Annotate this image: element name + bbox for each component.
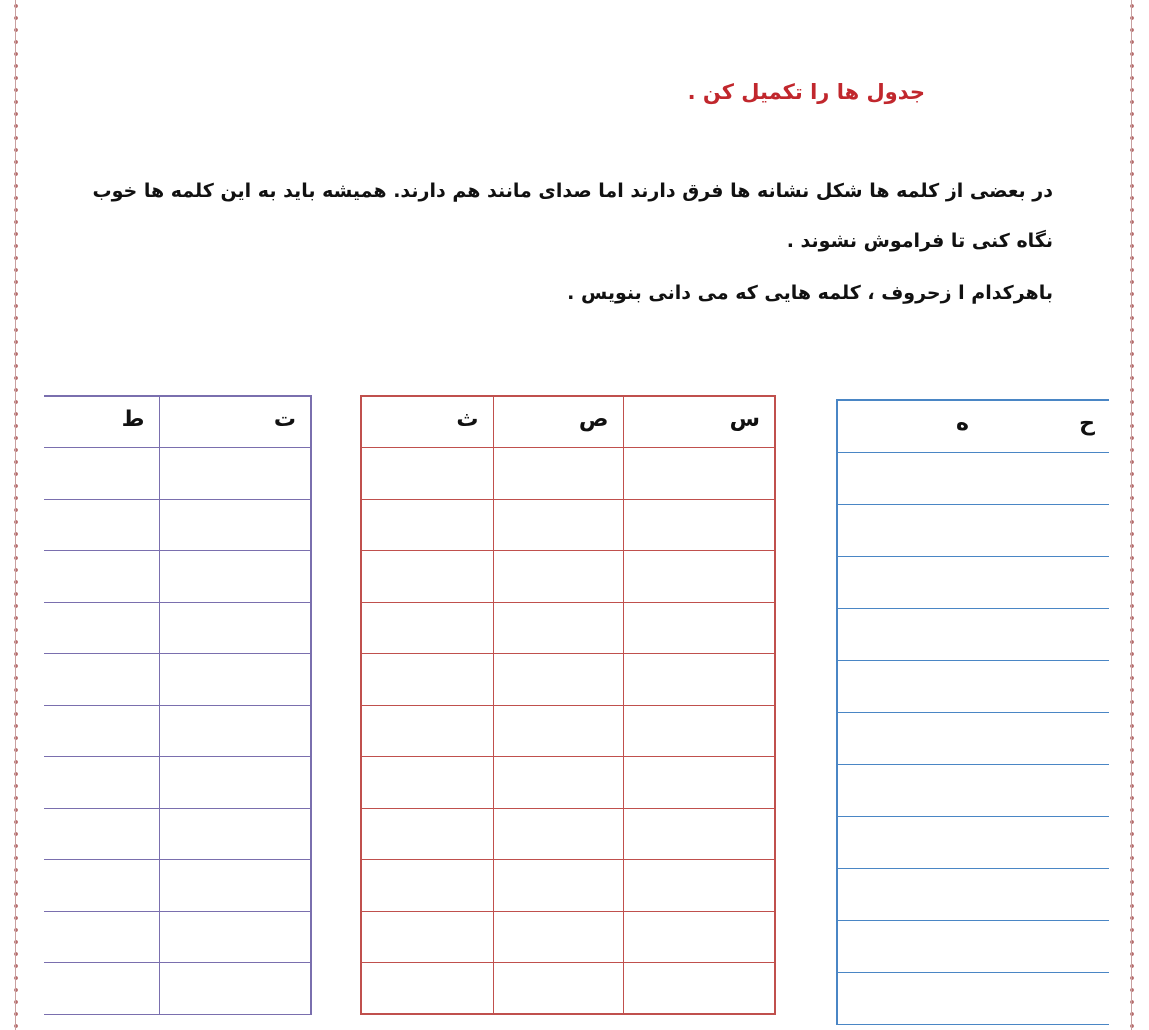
- table-row[interactable]: [44, 808, 311, 860]
- table-row[interactable]: [361, 808, 775, 860]
- table-header-row: [361, 396, 775, 448]
- table-row[interactable]: [361, 448, 775, 500]
- table-header-row: [44, 396, 311, 448]
- table-row[interactable]: [44, 551, 311, 603]
- table-row[interactable]: [44, 757, 311, 809]
- header-cell-ha-dochashm: ه: [837, 400, 983, 452]
- instruction-line-3: باهرکدام ا زحروف ، کلمه هایی که می دانی بنویس .: [567, 282, 1053, 304]
- table-row[interactable]: [837, 816, 1109, 868]
- table-row[interactable]: [837, 920, 1109, 972]
- table-row[interactable]: [361, 654, 775, 706]
- header-cell-sad: ص: [493, 396, 623, 448]
- table-row[interactable]: [44, 963, 311, 1015]
- table-row[interactable]: [44, 602, 311, 654]
- table-row[interactable]: [44, 860, 311, 912]
- table-row[interactable]: [361, 602, 775, 654]
- blue-letter-table: [836, 399, 1109, 1025]
- header-cell-sin: س: [623, 396, 775, 448]
- table-row[interactable]: [837, 452, 1109, 504]
- table-row[interactable]: [837, 660, 1109, 712]
- red-letter-table: [360, 395, 776, 1015]
- table-row[interactable]: [44, 499, 311, 551]
- table-row[interactable]: [837, 504, 1109, 556]
- table-row[interactable]: [44, 911, 311, 963]
- table-row[interactable]: [361, 705, 775, 757]
- table-row[interactable]: [837, 764, 1109, 816]
- table-row[interactable]: [361, 860, 775, 912]
- purple-letter-table: [44, 395, 312, 1015]
- instruction-line-1: در بعضی از کلمه ها شکل نشانه ها فرق دارند اما صدای مانند هم دارند. همیشه باید به این کلمه ها خوب: [92, 180, 1053, 202]
- table-row[interactable]: [361, 963, 775, 1015]
- instruction-line-2: نگاه کنی تا فراموش نشوند .: [786, 230, 1053, 252]
- header-cell-se: ث: [361, 396, 493, 448]
- table-row[interactable]: [361, 551, 775, 603]
- table-row[interactable]: [837, 712, 1109, 764]
- table-row[interactable]: [837, 972, 1109, 1024]
- table-row[interactable]: [361, 911, 775, 963]
- table-row[interactable]: [837, 556, 1109, 608]
- header-cell-ha-jimi: ح: [983, 400, 1109, 452]
- table-row[interactable]: [837, 608, 1109, 660]
- decorative-border-right: [1128, 0, 1136, 1030]
- table-row[interactable]: [44, 654, 311, 706]
- header-cell-ta: ط: [44, 396, 159, 448]
- decorative-border-left: [12, 0, 20, 1030]
- table-row[interactable]: [837, 868, 1109, 920]
- header-cell-te: ت: [159, 396, 311, 448]
- table-row[interactable]: [361, 757, 775, 809]
- worksheet-title: جدول ها را تکمیل کن .: [687, 80, 925, 104]
- table-row[interactable]: [44, 448, 311, 500]
- table-row[interactable]: [44, 705, 311, 757]
- table-row[interactable]: [361, 499, 775, 551]
- table-header-row: [837, 400, 1109, 452]
